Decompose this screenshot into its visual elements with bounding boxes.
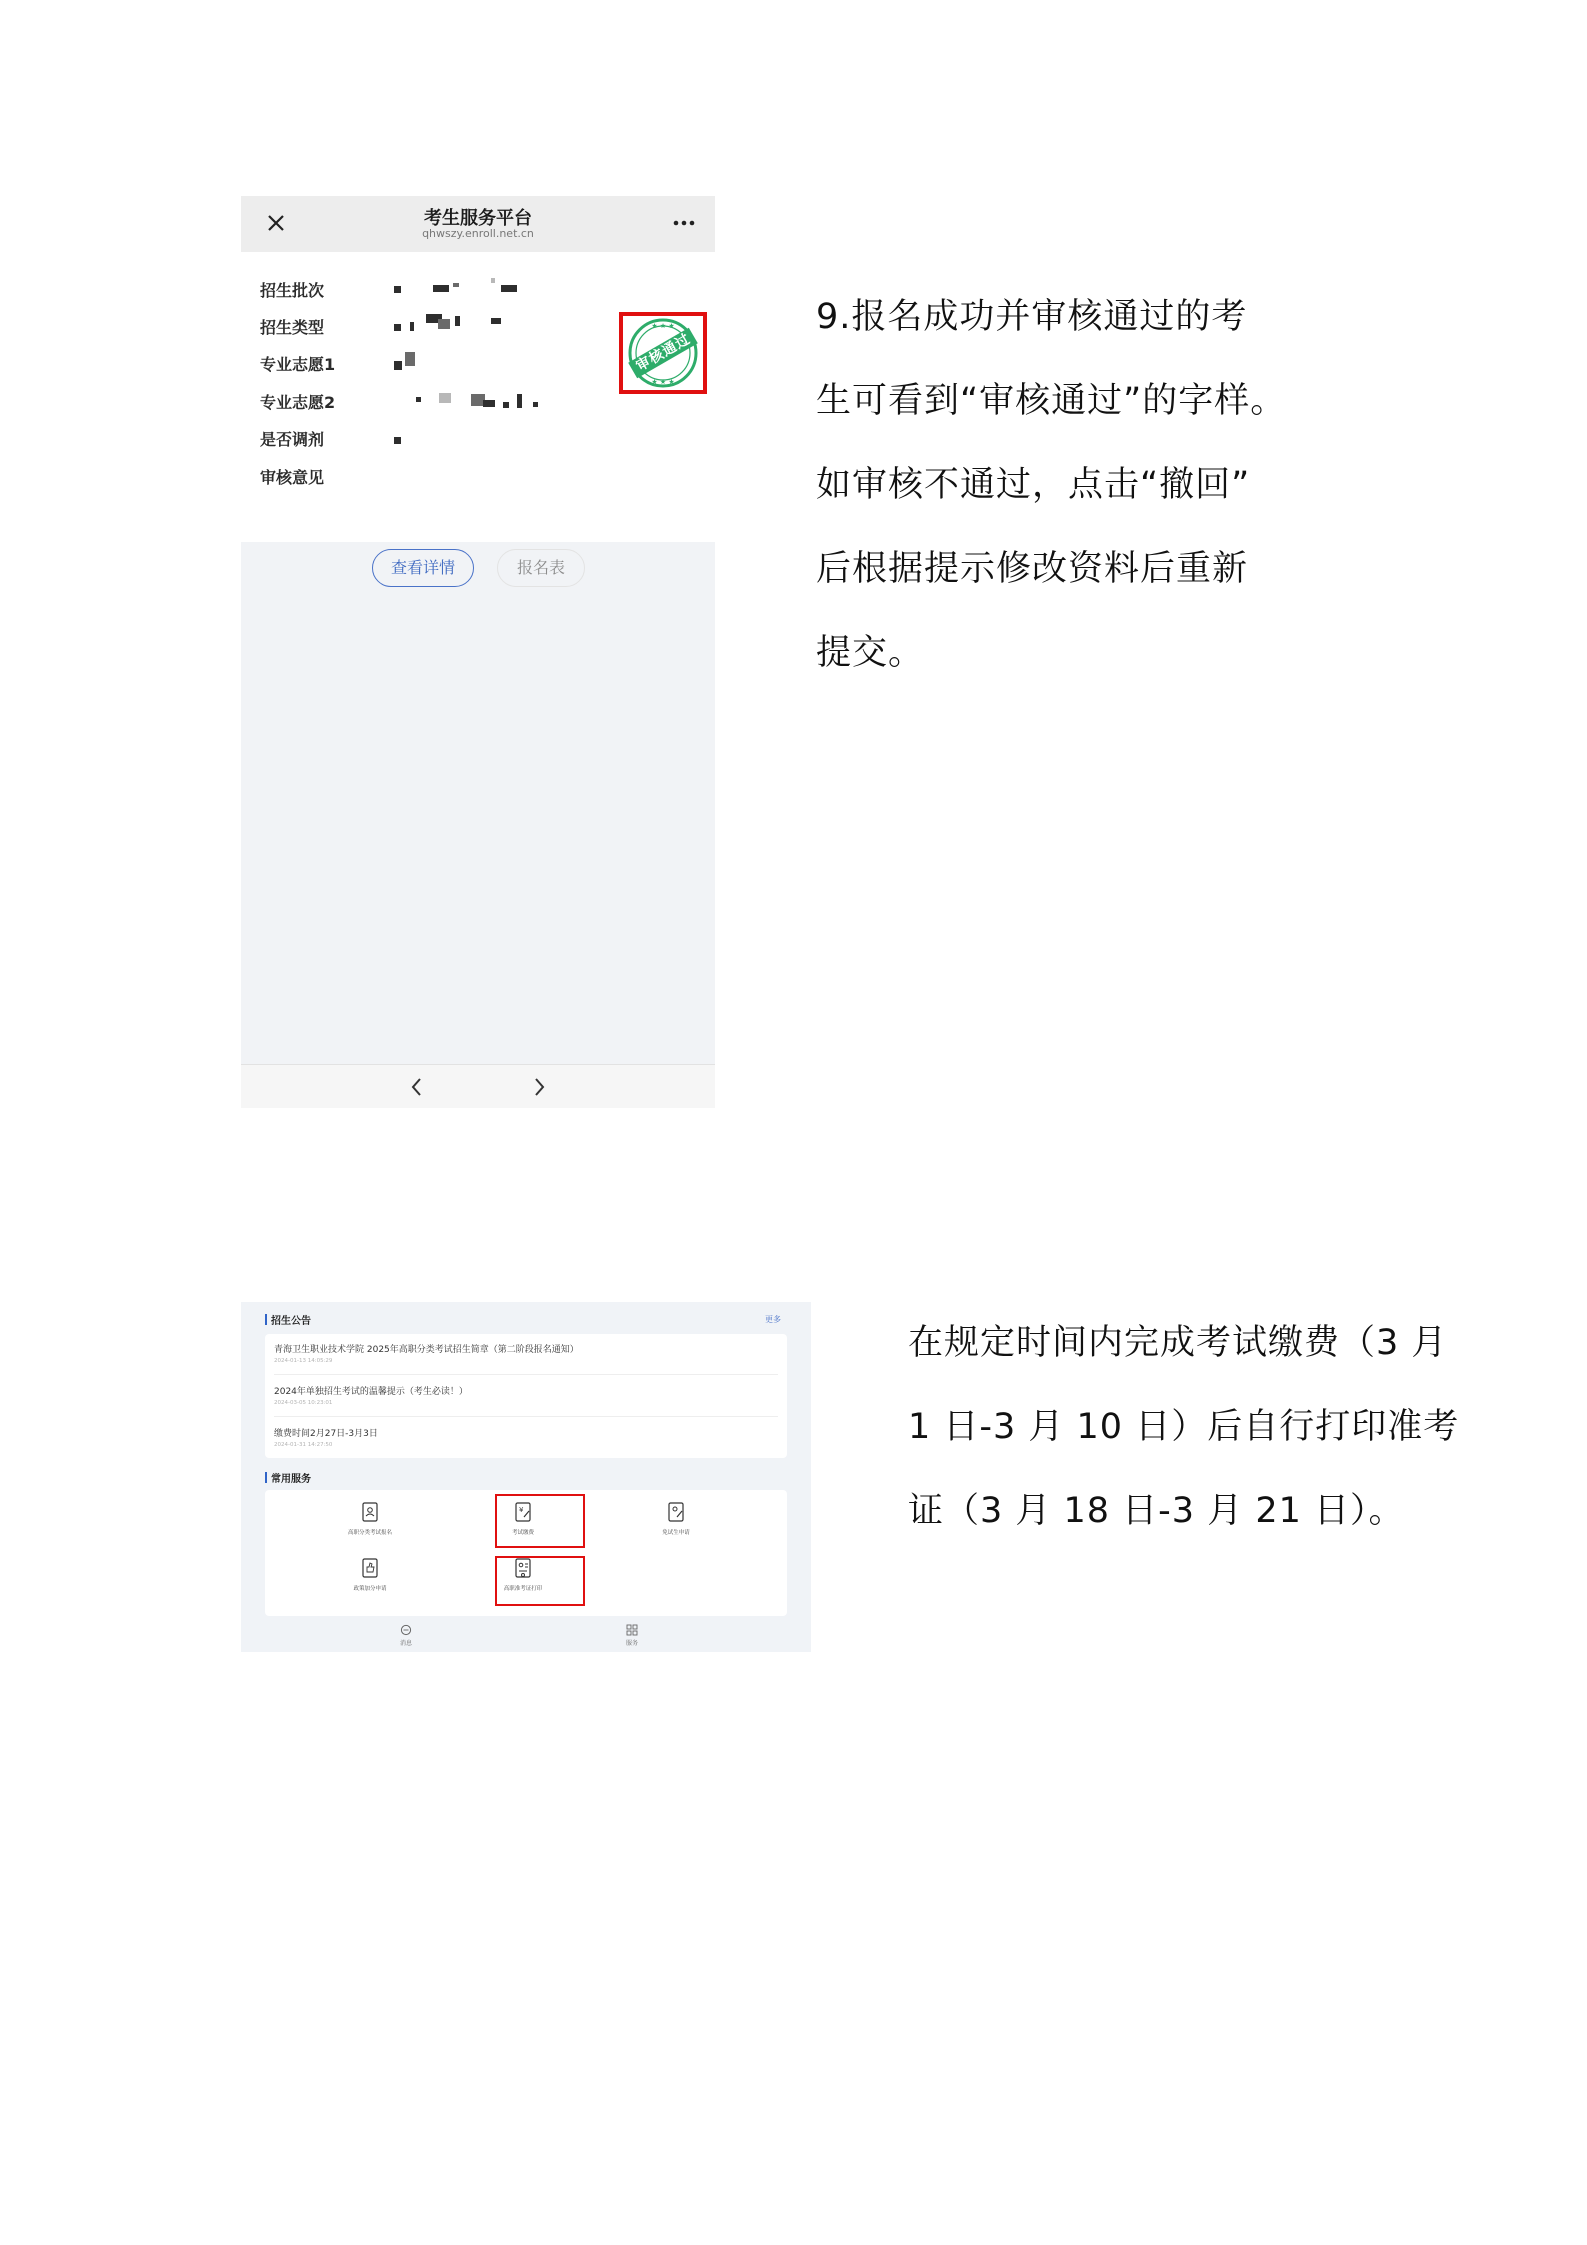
paragraph-line: 在规定时间内完成考试缴费（3 月: [908, 1323, 1448, 1363]
paragraph-line: 后根据提示修改资料后重新: [816, 549, 1249, 589]
service-label: 免试生申请: [662, 1530, 690, 1536]
announcement-time: 2024-01-13 14:05:29: [274, 1358, 333, 1364]
service-item-registration[interactable]: [325, 1502, 415, 1546]
service-item-bonus-points[interactable]: [325, 1558, 415, 1602]
field-label-review: 审核意见: [260, 468, 325, 487]
chevron-left-icon[interactable]: [405, 1075, 429, 1099]
announcements-heading: 招生公告: [271, 1316, 311, 1327]
page-title: 考生服务平台: [424, 208, 532, 229]
section-marker: [265, 1314, 267, 1325]
service-item-exempt[interactable]: [631, 1502, 721, 1546]
instruction-step-9: [816, 292, 1286, 712]
paragraph-line: 证（3 月 18 日-3 月 21 日）。: [908, 1491, 1405, 1531]
view-details-button[interactable]: 查看详情: [372, 549, 474, 587]
tab-services[interactable]: [612, 1624, 652, 1650]
instruction-payment-and-ticket: [908, 1318, 1459, 1570]
divider: [274, 1374, 778, 1375]
paragraph-line: 生可看到“审核通过”的字样。: [816, 381, 1287, 421]
announcement-title[interactable]: 青海卫生职业技术学院 2025年高职分类考试招生简章（第二阶段报名通知）: [274, 1345, 579, 1355]
field-label-type: 招生类型: [260, 318, 325, 337]
more-dots-icon[interactable]: [669, 208, 699, 238]
service-label: 考试缴费: [511, 1530, 534, 1536]
svg-text:★ ★ ★: ★ ★ ★: [651, 322, 675, 330]
service-label: 高职准考证打印: [503, 1586, 543, 1592]
chevron-right-icon[interactable]: [527, 1075, 551, 1099]
paragraph-line: 1 日-3 月 10 日）后自行打印准考: [908, 1407, 1460, 1447]
announcement-title[interactable]: 缴费时间2月27日-3月3日: [274, 1429, 378, 1439]
page-url: qhwszy.enroll.net.cn: [422, 227, 534, 240]
application-info-card: [241, 252, 715, 577]
divider: [274, 1416, 778, 1417]
grid-icon: [626, 1624, 638, 1636]
document-user-icon: [361, 1502, 379, 1522]
message-icon: [400, 1624, 412, 1636]
more-link[interactable]: 更多: [765, 1315, 781, 1324]
tab-label: 消息: [399, 1640, 412, 1647]
announcement-title[interactable]: 2024年单独招生考试的温馨提示（考生必读！）: [274, 1387, 468, 1397]
registration-status-screenshot: [241, 196, 715, 1108]
highlight-payment: [495, 1494, 585, 1548]
field-label-batch: 招生批次: [260, 281, 325, 300]
browser-bottom-bar: [241, 1064, 715, 1108]
paragraph-line: 如审核不通过，点击“撤回”: [816, 465, 1251, 505]
tab-messages[interactable]: [386, 1624, 426, 1650]
highlight-admission-ticket: [495, 1556, 585, 1606]
tab-label: 服务: [625, 1640, 638, 1647]
stamp-text: 审核通过: [633, 330, 694, 375]
service-portal-screenshot: [241, 1302, 811, 1652]
field-label-major2: 专业志愿2: [260, 393, 336, 412]
announcements-list: [265, 1334, 787, 1458]
thumbs-up-document-icon: [361, 1558, 379, 1578]
section-marker: [265, 1472, 267, 1483]
exempt-application-icon: [667, 1502, 685, 1522]
app-header: [241, 196, 715, 252]
registration-form-button[interactable]: 报名表: [497, 549, 585, 587]
field-label-major1: 专业志愿1: [260, 355, 336, 374]
svg-text:¥: ¥: [519, 1506, 524, 1514]
announcement-time: 2024-01-31 14:27:50: [274, 1442, 333, 1448]
service-label: 政策加分申请: [353, 1586, 387, 1592]
services-heading: 常用服务: [271, 1474, 311, 1485]
field-label-adjust: 是否调剂: [260, 430, 325, 449]
paragraph-line: 9.报名成功并审核通过的考: [816, 297, 1248, 337]
approved-stamp: [619, 312, 707, 394]
announcement-time: 2024-03-05 10:23:01: [274, 1400, 333, 1406]
paragraph-line: 提交。: [816, 633, 925, 673]
svg-text:★ ★ ★: ★ ★ ★: [651, 378, 675, 386]
service-label: 高职分类考试报名: [347, 1530, 392, 1536]
